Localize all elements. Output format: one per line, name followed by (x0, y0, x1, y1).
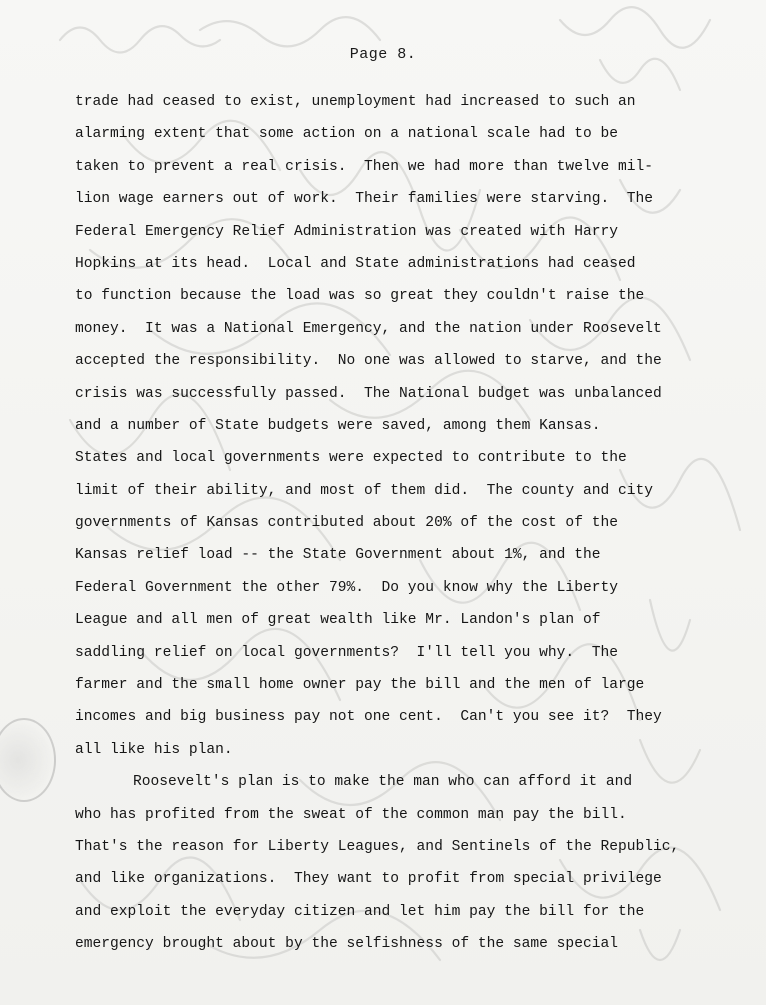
text-line: lion wage earners out of work. Their families were starving. The (75, 191, 654, 208)
text-line: League and all men of great wealth like Mr. Landon's plan of (75, 612, 601, 629)
letter-body (75, 93, 725, 968)
page-number: Page 8. (349, 46, 417, 63)
text-line: States and local governments were expected to contribute to the (75, 450, 627, 467)
text-line: taken to prevent a real crisis. Then we had more than twelve mil- (75, 158, 654, 175)
text-line: incomes and big business pay not one cent. Can't you see it? They (75, 709, 662, 726)
text-line: and like organizations. They want to profit from special privilege (75, 871, 662, 888)
text-line: alarming extent that some action on a national scale had to be (75, 126, 618, 143)
text-line: who has profited from the sweat of the common man pay the bill. (75, 806, 627, 823)
text-line: That's the reason for Liberty Leagues, and Sentinels of the Republic, (75, 838, 680, 855)
text-line: saddling relief on local governments? I'll tell you why. The (75, 644, 618, 661)
text-line: all like his plan. (75, 741, 233, 758)
text-line: and a number of State budgets were saved, among them Kansas. (75, 417, 601, 434)
text-line: Hopkins at its head. Local and State administrations had ceased (75, 255, 636, 272)
text-line: and exploit the everyday citizen and let him pay the bill for the (75, 903, 645, 920)
text-line: emergency brought about by the selfishness of the same special (75, 936, 618, 953)
paragraph-start-line: Roosevelt's plan is to make the man who can afford it and (133, 774, 633, 791)
text-line: Federal Government the other 79%. Do you know why the Liberty (75, 579, 618, 596)
text-line: limit of their ability, and most of them did. The county and city (75, 482, 654, 499)
text-line: money. It was a National Emergency, and the nation under Roosevelt (75, 320, 662, 337)
text-line: Kansas relief load -- the State Government about 1%, and the (75, 547, 601, 564)
faded-stamp (0, 718, 56, 802)
text-line: governments of Kansas contributed about 20% of the cost of the (75, 515, 618, 532)
text-line: Federal Emergency Relief Administration was created with Harry (75, 223, 618, 240)
text-line: farmer and the small home owner pay the bill and the men of large (75, 677, 645, 694)
text-line: accepted the responsibility. No one was allowed to starve, and the (75, 353, 662, 370)
text-line: to function because the load was so great they couldn't raise the (75, 288, 645, 305)
text-line: crisis was successfully passed. The National budget was unbalanced (75, 385, 662, 402)
text-line: trade had ceased to exist, unemployment had increased to such an (75, 94, 636, 110)
